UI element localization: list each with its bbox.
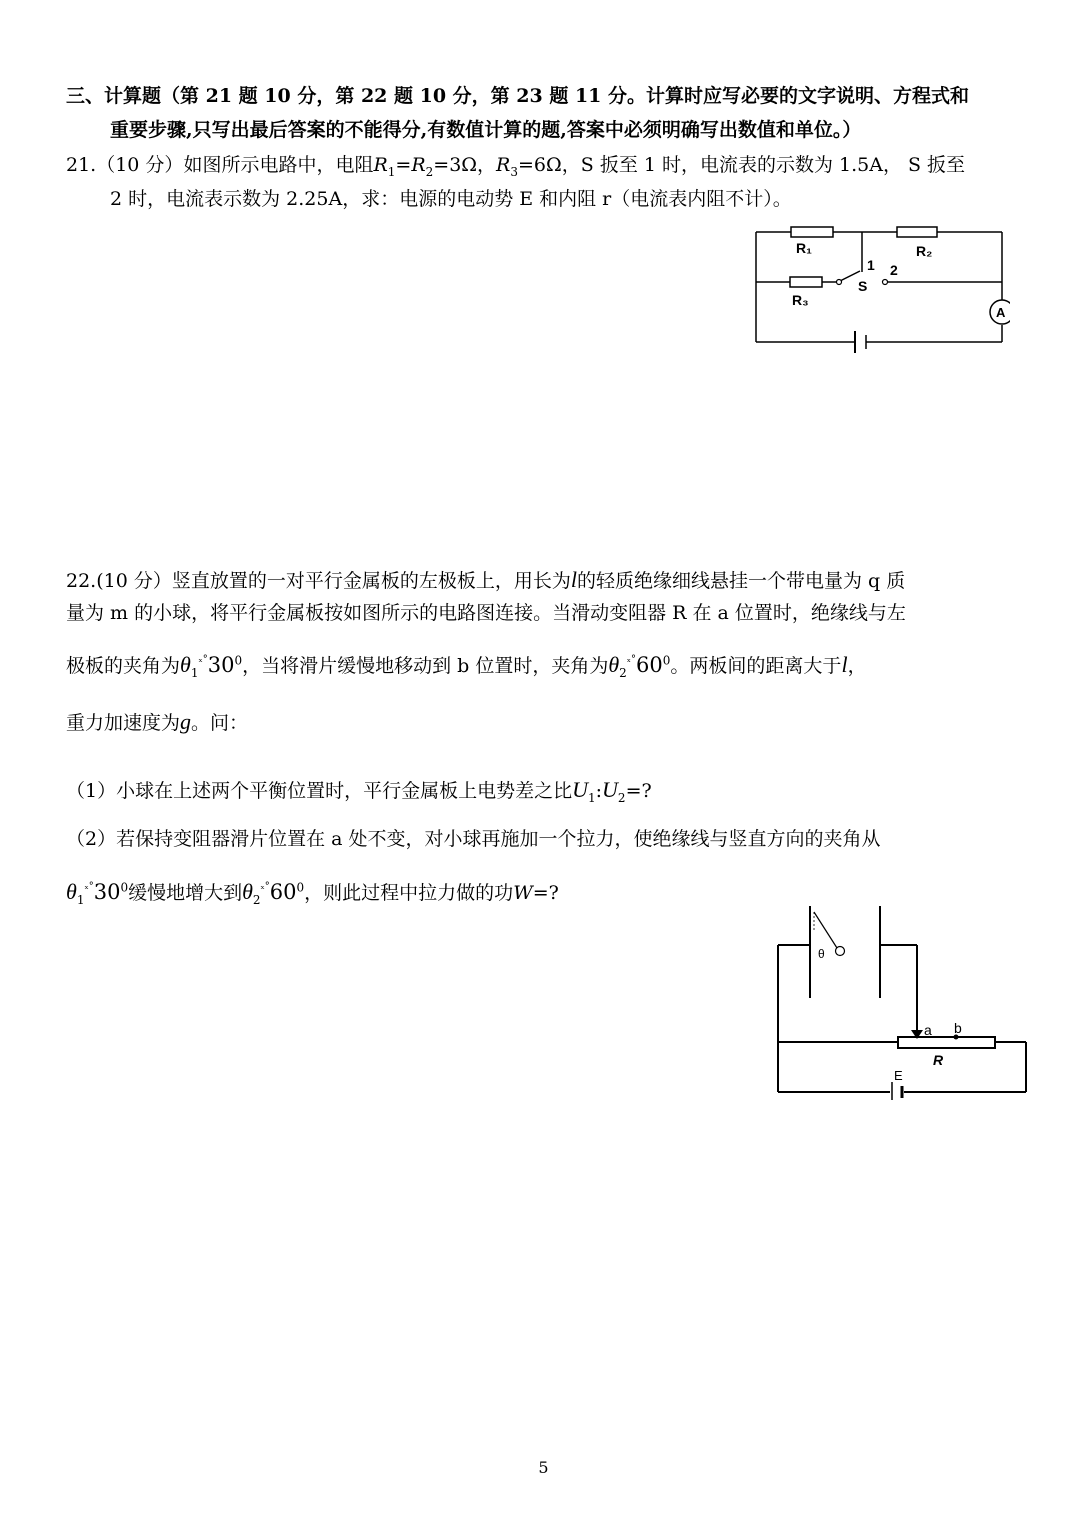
q22-text-c: 极板的夹角为 bbox=[66, 655, 181, 677]
r1-symbol: R bbox=[373, 154, 388, 176]
q22-text-g: 重力加速度为 bbox=[66, 712, 181, 734]
q22-line2: 量为 m 的小球，将平行金属板按如图所示的电路图连接。当滑动变阻器 R 在 a 位置时，绝缘线与左 bbox=[66, 602, 906, 624]
theta2b-sub: 2 bbox=[252, 892, 261, 907]
r1-label: R₁ bbox=[796, 240, 812, 256]
eq1: = bbox=[395, 154, 412, 176]
r3-sub: 3 bbox=[510, 164, 518, 179]
mark-1: ₓ° bbox=[198, 654, 208, 665]
q22-text-h: 。问： bbox=[191, 712, 249, 734]
angle-60b: 60 bbox=[269, 880, 297, 904]
deg-3: 0 bbox=[120, 880, 129, 895]
u1-symbol: U bbox=[572, 777, 588, 802]
r3-label: R₃ bbox=[792, 292, 809, 308]
r2-symbol: R bbox=[411, 154, 426, 176]
q22-text-e: 。两板间的距离大于 bbox=[670, 655, 842, 677]
slider-a-label: a bbox=[924, 1022, 932, 1038]
theta1-sub: 1 bbox=[190, 665, 199, 680]
switch-pos1-label: 1 bbox=[867, 257, 875, 273]
q22-text-a: 竖直放置的一对平行金属板的左极板上，用长为 bbox=[171, 570, 571, 592]
angle-30b: 30 bbox=[93, 880, 121, 904]
mark-4: ₓ° bbox=[260, 881, 270, 892]
mark-2: ₓ° bbox=[626, 654, 637, 665]
u2-symbol: U bbox=[602, 777, 618, 802]
ammeter-label: A bbox=[996, 305, 1006, 320]
battery-label: E bbox=[894, 1068, 903, 1083]
slider-b-label: b bbox=[954, 1020, 962, 1036]
ratio-colon: : bbox=[595, 780, 603, 802]
u1-sub: 1 bbox=[587, 790, 596, 805]
deg-4: 0 bbox=[296, 880, 305, 895]
u2-sub: 2 bbox=[617, 790, 626, 805]
section-header-line2: 重要步骤,只写出最后答案的不能得分,有数值计算的题,答案中必须明确写出数值和单位。） bbox=[110, 119, 862, 141]
deg-2: 0 bbox=[662, 653, 671, 668]
mark-3: ₓ° bbox=[84, 881, 94, 892]
switch-label: S bbox=[858, 278, 868, 294]
theta1b-symbol: θ bbox=[66, 879, 77, 904]
r3-symbol: R bbox=[496, 154, 511, 176]
deg-1: 0 bbox=[234, 653, 243, 668]
rheostat-label: R bbox=[933, 1052, 944, 1068]
section-header-line1: 三、计算题（第 21 题 10 分，第 22 题 10 分，第 23 题 11 分。计算时应写必要的文字说明、方程式和 bbox=[66, 85, 970, 107]
q22-number: 22. bbox=[66, 570, 97, 592]
theta-label: θ bbox=[818, 947, 825, 961]
switch-pos2-label: 2 bbox=[890, 262, 898, 278]
q22-circuit-diagram bbox=[770, 900, 1035, 1100]
page-number: 5 bbox=[538, 1458, 549, 1477]
q22-line4 bbox=[66, 709, 248, 736]
q22-line1 bbox=[66, 567, 905, 594]
q22-part1-end: =? bbox=[625, 780, 652, 802]
q21-text-a: 如图所示电路中，电阻 bbox=[183, 154, 374, 176]
q22-part2-line2 bbox=[66, 874, 559, 913]
work-symbol: W bbox=[513, 882, 533, 904]
r2-sub: 2 bbox=[425, 164, 434, 179]
theta2-symbol: θ bbox=[608, 652, 620, 677]
q22-part1 bbox=[66, 777, 652, 811]
r1-sub: 1 bbox=[387, 164, 396, 179]
length-symbol-2: l bbox=[841, 652, 848, 677]
q22-part2-text-b: ，则此过程中拉力做的功 bbox=[304, 882, 514, 904]
angle-60: 60 bbox=[636, 653, 663, 677]
q22-part1-text: （1）小球在上述两个平衡位置时，平行金属板上电势差之比 bbox=[66, 780, 573, 802]
q21-circuit-diagram bbox=[750, 225, 1010, 360]
theta2-sub: 2 bbox=[619, 665, 627, 680]
q22-text-f: ， bbox=[847, 655, 867, 677]
theta1-symbol: θ bbox=[180, 652, 191, 677]
angle-30: 30 bbox=[207, 653, 235, 677]
eq2: =3Ω， bbox=[433, 154, 497, 176]
r2-label: R₂ bbox=[916, 243, 933, 259]
q22-part2-line1: （2）若保持变阻器滑片位置在 a 处不变，对小球再施加一个拉力，使绝缘线与竖直方向的夹角从 bbox=[66, 828, 881, 850]
q21-line2: 2 时，电流表示数为 2.25A，求：电源的电动势 E 和内阻 r（电流表内阻不计）。 bbox=[110, 188, 792, 210]
q22-text-d: ，当将滑片缓慢地移动到 b 位置时，夹角为 bbox=[242, 655, 609, 677]
q21-score: （10 分） bbox=[96, 154, 184, 176]
theta1b-sub: 1 bbox=[76, 892, 85, 907]
q22-part2-text-a: 缓慢地增大到 bbox=[128, 882, 243, 904]
q22-part2-end: =? bbox=[532, 882, 559, 904]
q22-score: (10 分） bbox=[96, 570, 172, 592]
q21-line1 bbox=[66, 152, 965, 185]
length-symbol: l bbox=[570, 567, 577, 592]
q21-text-b: =6Ω，S 扳至 1 时，电流表的示数为 1.5A， S 扳至 bbox=[518, 154, 966, 176]
theta2b-symbol: θ bbox=[242, 879, 253, 904]
q21-number: 21. bbox=[66, 154, 97, 176]
g-symbol: g bbox=[180, 709, 192, 734]
q22-text-b: 的轻质绝缘细线悬挂一个带电量为 q 质 bbox=[577, 570, 906, 592]
q22-line3 bbox=[66, 647, 867, 686]
